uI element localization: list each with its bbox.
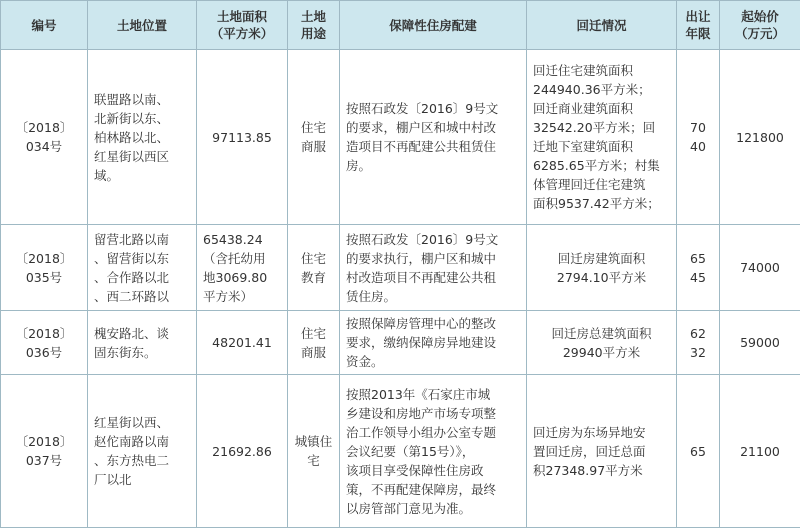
cell-term: 65 45 <box>677 225 720 311</box>
table-row <box>1 225 800 311</box>
cell-location: 红星街以西、 赵佗南路以南 、东方热电二 厂以北 <box>88 375 197 528</box>
table-row <box>1 311 800 375</box>
table-row <box>1 375 800 528</box>
table-row <box>1 50 800 225</box>
header-row <box>1 1 800 50</box>
cell-location: 联盟路以南、 北新街以东、 柏林路以北、 红星街以西区 域。 <box>88 50 197 225</box>
cell-relocation: 回迁房总建筑面积 29940平方米 <box>527 311 677 375</box>
cell-housing: 按照保障房管理中心的整改 要求，缴纳保障房异地建设 资金。 <box>340 311 527 375</box>
header-term: 出让 年限 <box>677 1 720 50</box>
cell-area: 97113.85 <box>197 50 288 225</box>
cell-id: 〔2018〕 037号 <box>1 375 88 528</box>
cell-relocation: 回迁房为东场异地安 置回迁房，回迁总面 积27348.97平方米 <box>527 375 677 528</box>
header-usage: 土地 用途 <box>288 1 340 50</box>
cell-term: 65 <box>677 375 720 528</box>
cell-relocation: 回迁住宅建筑面积 244940.36平方米； 回迁商业建筑面积 32542.20平方米；回 迁地下室建筑面积 6285.65平方米；村集 体管理回迁住宅建筑 面积9537.42平方米； <box>527 50 677 225</box>
cell-price: 21100 <box>720 375 800 528</box>
cell-housing: 按照2013年《石家庄市城 乡建设和房地产市场专项整 治工作领导小组办公室专题 会议纪要（第15号）》， 该项目享受保障性住房政 策，不再配建保障房，最终 以房管部门意见为准。 <box>340 375 527 528</box>
header-housing: 保障性住房配建 <box>340 1 527 50</box>
cell-location: 槐安路北、谈 固东街东。 <box>88 311 197 375</box>
cell-price: 59000 <box>720 311 800 375</box>
cell-id: 〔2018〕 035号 <box>1 225 88 311</box>
cell-housing: 按照石政发〔2016〕9号文 的要求执行，棚户区和城中 村改造项目不再配建公共租 赁住房。 <box>340 225 527 311</box>
header-relocation: 回迁情况 <box>527 1 677 50</box>
cell-price: 121800 <box>720 50 800 225</box>
header-location: 土地位置 <box>88 1 197 50</box>
header-id: 编号 <box>1 1 88 50</box>
header-price: 起始价 （万元） <box>720 1 800 50</box>
cell-area: 21692.86 <box>197 375 288 528</box>
cell-housing: 按照石政发〔2016〕9号文 的要求，棚户区和城中村改 造项目不再配建公共租赁住 房。 <box>340 50 527 225</box>
cell-term: 70 40 <box>677 50 720 225</box>
cell-area: 65438.24 （含托幼用 地3069.80 平方米） <box>197 225 288 311</box>
cell-area: 48201.41 <box>197 311 288 375</box>
cell-id: 〔2018〕 034号 <box>1 50 88 225</box>
cell-location: 留营北路以南 、留营街以东 、合作路以北 、西二环路以 <box>88 225 197 311</box>
header-area: 土地面积 （平方米） <box>197 1 288 50</box>
cell-usage: 住宅 教育 <box>288 225 340 311</box>
cell-term: 62 32 <box>677 311 720 375</box>
cell-price: 74000 <box>720 225 800 311</box>
cell-usage: 住宅 商服 <box>288 50 340 225</box>
cell-usage: 城镇住 宅 <box>288 375 340 528</box>
cell-id: 〔2018〕 036号 <box>1 311 88 375</box>
cell-relocation: 回迁房建筑面积 2794.10平方米 <box>527 225 677 311</box>
cell-usage: 住宅 商服 <box>288 311 340 375</box>
